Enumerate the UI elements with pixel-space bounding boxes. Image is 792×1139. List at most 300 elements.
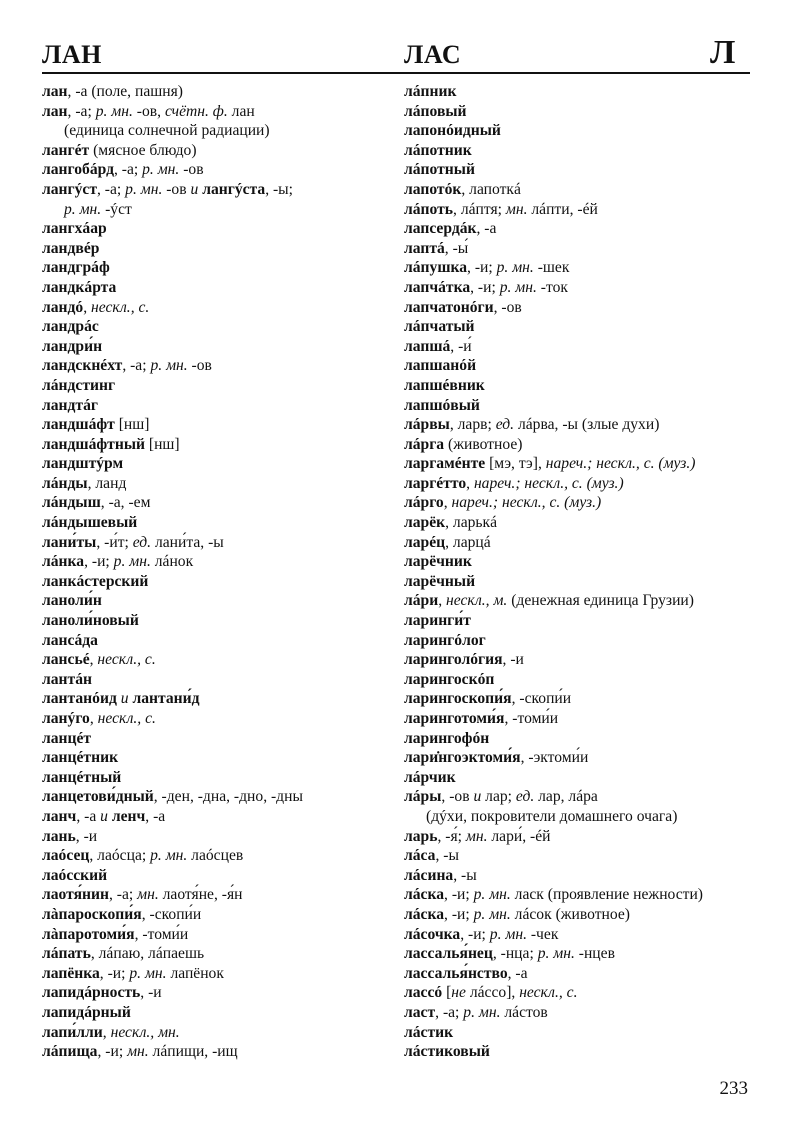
dictionary-entry bbox=[404, 689, 756, 709]
grammar-note: р. мн. bbox=[489, 925, 527, 943]
entry-text: [нш] bbox=[144, 435, 180, 453]
dictionary-entry bbox=[42, 611, 386, 631]
entry-text: , -ов bbox=[441, 788, 474, 806]
headword: лáпотник bbox=[404, 141, 472, 159]
headword: ласт bbox=[404, 1003, 436, 1021]
headword: ланцéтный bbox=[42, 768, 122, 786]
headword: ларингоскóп bbox=[404, 670, 495, 688]
dictionary-entry bbox=[404, 82, 756, 102]
dictionary-entry bbox=[42, 82, 386, 102]
dictionary-entry bbox=[42, 964, 386, 984]
dictionary-entry bbox=[42, 905, 386, 925]
dictionary-entry bbox=[42, 572, 386, 592]
headword: ландгрáф bbox=[42, 259, 110, 277]
dictionary-entry bbox=[404, 866, 756, 886]
headword: лаотя́нин bbox=[42, 886, 109, 904]
entry-text: лáстов bbox=[500, 1003, 548, 1021]
entry-text: лáпищи, -ищ bbox=[148, 1043, 238, 1061]
headword: лáпоть bbox=[404, 200, 454, 218]
grammar-note: и bbox=[473, 788, 482, 806]
entry-text: , -и; bbox=[470, 278, 500, 296]
dictionary-entry bbox=[404, 709, 756, 729]
dictionary-entry bbox=[42, 278, 386, 298]
entry-text: , bbox=[83, 298, 92, 316]
entry-text: , -ы́ bbox=[444, 239, 469, 257]
dictionary-entry bbox=[42, 121, 386, 141]
headword: ларинголóгия bbox=[404, 651, 503, 669]
grammar-note: счётн. ф. bbox=[164, 102, 228, 120]
entry-text: лáрва, -ы (злые духи) bbox=[514, 416, 660, 434]
headword: лапсердáк bbox=[404, 220, 477, 238]
entry-text: , -и́ bbox=[450, 337, 472, 355]
dictionary-entry bbox=[42, 631, 386, 651]
grammar-note: и bbox=[100, 807, 108, 825]
grammar-note: р. мн. bbox=[499, 278, 537, 296]
dictionary-entry bbox=[42, 925, 386, 945]
dictionary-entry bbox=[404, 631, 756, 651]
dictionary-entry bbox=[42, 141, 386, 161]
dictionary-entry bbox=[404, 748, 756, 768]
dictionary-entry bbox=[404, 493, 756, 513]
entry-text: , -а; bbox=[113, 161, 143, 179]
entry-text: -шек bbox=[533, 259, 570, 277]
dictionary-entry bbox=[404, 415, 756, 435]
dictionary-entry bbox=[404, 180, 756, 200]
grammar-note: р. мн. bbox=[95, 102, 133, 120]
entry-text: , -а bbox=[476, 220, 497, 238]
headword: ландкáрта bbox=[42, 278, 117, 296]
headword: лапшóвый bbox=[404, 396, 480, 414]
entry-text: , -и bbox=[502, 651, 524, 669]
dictionary-entry bbox=[404, 160, 756, 180]
dictionary-entry bbox=[404, 944, 756, 964]
dictionary-entry bbox=[404, 552, 756, 572]
dictionary-entry bbox=[404, 807, 756, 827]
grammar-note: мн. bbox=[127, 1043, 149, 1061]
dictionary-entry bbox=[42, 552, 386, 572]
dictionary-entry bbox=[42, 415, 386, 435]
entry-text: лапёнок bbox=[166, 964, 224, 982]
entry-text: , -томи́и bbox=[504, 710, 559, 727]
headword: лáпник bbox=[404, 83, 457, 100]
headword: ланцетови́дный bbox=[42, 788, 154, 806]
section-letter: Л bbox=[710, 34, 736, 71]
dictionary-entry bbox=[404, 846, 756, 866]
headword: лань bbox=[42, 827, 76, 845]
dictionary-entry bbox=[42, 102, 386, 122]
entry-text: , -и bbox=[75, 827, 98, 845]
dictionary-entry bbox=[404, 200, 756, 220]
entry-text: , -а; bbox=[435, 1003, 464, 1021]
grammar-note: р. мн. bbox=[463, 1003, 501, 1021]
entry-text: лар, лáра bbox=[534, 788, 598, 806]
entry-text: [мэ, тэ], bbox=[485, 455, 546, 473]
entry-text: , -скопи́и bbox=[141, 905, 202, 923]
headword: лáнка bbox=[42, 553, 85, 571]
entry-text: , -скопи́и bbox=[511, 690, 572, 708]
grammar-note: нареч.; нескл., с. (муз.) bbox=[451, 494, 602, 512]
entry-text: лáнок bbox=[150, 553, 194, 571]
dictionary-entry bbox=[42, 748, 386, 768]
dictionary-entry bbox=[42, 1042, 386, 1062]
entry-text: -ýст bbox=[101, 200, 132, 218]
dictionary-entry bbox=[404, 219, 756, 239]
headword: лáри bbox=[404, 592, 439, 610]
entry-text: -чек bbox=[526, 925, 559, 943]
headword: лаптá bbox=[404, 239, 445, 257]
headword: ларинги́т bbox=[404, 612, 471, 630]
dictionary-entry bbox=[42, 983, 386, 1003]
dictionary-entry bbox=[404, 454, 756, 474]
headword: лáндышевый bbox=[42, 514, 138, 532]
entry-text: лан bbox=[227, 102, 255, 120]
headword: лáнды bbox=[42, 474, 88, 492]
dictionary-entry bbox=[42, 258, 386, 278]
entry-text: , -а bbox=[507, 964, 528, 982]
entry-text: , bbox=[102, 1023, 111, 1041]
headword: лан bbox=[42, 102, 68, 120]
headword: ларингóлог bbox=[404, 631, 486, 649]
entry-text: , -нца; bbox=[492, 945, 538, 963]
grammar-note: и bbox=[120, 690, 129, 708]
headword: лангобáрд bbox=[42, 161, 114, 179]
headword: лáповый bbox=[404, 102, 467, 120]
grammar-note: нескл., с. bbox=[97, 651, 156, 669]
grammar-note: р. мн. bbox=[113, 553, 151, 571]
headword: лапёнка bbox=[42, 964, 100, 982]
entry-text: , лаóсца; bbox=[89, 847, 151, 865]
dictionary-entry bbox=[42, 435, 386, 455]
dictionary-entry bbox=[404, 317, 756, 337]
dictionary-entry bbox=[404, 278, 756, 298]
entry-text: лаóсцев bbox=[187, 847, 244, 865]
entry-text: -ов bbox=[187, 357, 212, 375]
dictionary-entry bbox=[404, 885, 756, 905]
headword: лàпаротоми́я bbox=[42, 925, 135, 943]
entry-text: , -а (поле, пашня) bbox=[67, 83, 183, 100]
dictionary-entry bbox=[42, 866, 386, 886]
headword: лáска bbox=[404, 886, 445, 904]
entry-text: лаотя́не, -я́н bbox=[158, 886, 243, 904]
grammar-note: р. мн. bbox=[496, 259, 534, 277]
entry-text: , -а bbox=[145, 807, 166, 825]
dictionary-entry bbox=[42, 885, 386, 905]
running-head-center: ЛАС bbox=[404, 40, 462, 69]
entry-text: , ларцá bbox=[445, 533, 491, 551]
left-column bbox=[42, 82, 386, 1062]
right-column bbox=[404, 82, 756, 1062]
dictionary-entry bbox=[404, 983, 756, 1003]
headword: лáндыш bbox=[42, 494, 101, 512]
headword: лáпать bbox=[42, 945, 91, 963]
entry-text: , -ы bbox=[435, 847, 459, 865]
headword: лáпотный bbox=[404, 161, 475, 179]
entry-text: [нш] bbox=[114, 416, 150, 434]
entry-text: , -и; bbox=[84, 553, 114, 571]
headword: ларь bbox=[404, 827, 438, 845]
headword: лáрчик bbox=[404, 768, 456, 786]
headword: ланцéтник bbox=[42, 749, 119, 767]
entry-text: -ов bbox=[179, 161, 204, 179]
grammar-note: не bbox=[451, 984, 466, 1002]
dictionary-entry bbox=[42, 689, 386, 709]
grammar-note: мн. bbox=[465, 827, 488, 845]
dictionary-entry bbox=[404, 141, 756, 161]
headword: лáрвы bbox=[404, 416, 450, 434]
grammar-note: р. мн. bbox=[537, 945, 575, 963]
dictionary-entry bbox=[42, 298, 386, 318]
entry-text: , -и; bbox=[460, 925, 490, 943]
entry-text: , -и; bbox=[444, 886, 474, 904]
grammar-note: мн. bbox=[505, 200, 528, 218]
grammar-note: р. мн. bbox=[129, 964, 167, 982]
headword: лангýст bbox=[42, 180, 97, 198]
headword: лáрго bbox=[404, 494, 444, 512]
headword: ленч bbox=[111, 807, 146, 825]
headword: ландó bbox=[42, 298, 84, 316]
entry-text: , -а; bbox=[97, 180, 126, 198]
headword: лáстик bbox=[404, 1023, 454, 1041]
dictionary-entry bbox=[42, 454, 386, 474]
headword: лáсина bbox=[404, 866, 454, 884]
grammar-note: нареч.; нескл., с. (муз.) bbox=[473, 474, 624, 492]
headword: ларгамéнте bbox=[404, 455, 486, 473]
grammar-note: ед. bbox=[132, 533, 152, 551]
headword: лапи́лли bbox=[42, 1023, 103, 1041]
dictionary-entry bbox=[42, 356, 386, 376]
entry-text: ласк (проявление нежности) bbox=[510, 886, 704, 904]
entry-text: (дýхи, покровители домашнего очага) bbox=[426, 807, 678, 825]
headword: лансьé bbox=[42, 651, 90, 669]
dictionary-entry bbox=[42, 376, 386, 396]
dictionary-entry bbox=[42, 787, 386, 807]
headword: ларёчник bbox=[404, 553, 472, 571]
entry-text: , -эктоми́и bbox=[520, 749, 589, 767]
headword: ланýго bbox=[42, 710, 90, 727]
dictionary-entry bbox=[404, 121, 756, 141]
headword: лантанóид bbox=[42, 690, 117, 708]
dictionary-entry bbox=[404, 925, 756, 945]
headword: ландтáг bbox=[42, 396, 98, 414]
grammar-note: р. мн. bbox=[150, 847, 188, 865]
headword: лапидáрный bbox=[42, 1003, 131, 1021]
headword: лàпароскопи́я bbox=[42, 905, 142, 923]
dictionary-entry bbox=[404, 435, 756, 455]
dictionary-entry bbox=[42, 1003, 386, 1023]
entry-text: , ларв; bbox=[449, 416, 496, 434]
headword: лангýста bbox=[202, 180, 266, 198]
dictionary-entry bbox=[404, 787, 756, 807]
dictionary-entry bbox=[42, 180, 386, 200]
headword: ланцéт bbox=[42, 729, 92, 747]
headword: ландвéр bbox=[42, 239, 100, 257]
headword: лапшá bbox=[404, 337, 451, 355]
grammar-note: ед. bbox=[515, 788, 535, 806]
dictionary-entry bbox=[404, 239, 756, 259]
dictionary-entry bbox=[42, 827, 386, 847]
entry-text: , -а; bbox=[122, 357, 151, 375]
headword: ландри́н bbox=[42, 337, 103, 355]
headword: лари̇нгоэктоми́я bbox=[404, 749, 521, 767]
entry-text: [ bbox=[442, 984, 452, 1002]
headword: лаóсец bbox=[42, 847, 90, 865]
dictionary-entry bbox=[42, 846, 386, 866]
grammar-note: нескл., м. bbox=[446, 592, 508, 610]
grammar-note: нескл., с. bbox=[91, 298, 150, 316]
dictionary-entry bbox=[404, 611, 756, 631]
headword: лангхáар bbox=[42, 220, 107, 238]
entry-text: , -а bbox=[76, 807, 101, 825]
headword: ларинготоми́я bbox=[404, 710, 505, 727]
headword: лассó bbox=[404, 984, 443, 1002]
dictionary-entry bbox=[42, 670, 386, 690]
entry-text: , -а; bbox=[108, 886, 138, 904]
entry-text: (животное) bbox=[444, 435, 523, 453]
grammar-note: мн. bbox=[137, 886, 159, 904]
entry-text: , bbox=[89, 710, 98, 727]
dictionary-entry bbox=[404, 729, 756, 749]
header-rule bbox=[42, 72, 750, 74]
dictionary-entry bbox=[404, 396, 756, 416]
entry-text: , -и bbox=[140, 984, 162, 1002]
grammar-note: ед. bbox=[495, 416, 515, 434]
grammar-note: р. мн. bbox=[142, 161, 180, 179]
entry-text: , лапоткá bbox=[461, 180, 521, 198]
headword: лáпчатый bbox=[404, 318, 475, 336]
grammar-note: р. мн. bbox=[64, 200, 102, 218]
headword: лангéт bbox=[42, 141, 90, 159]
entry-text: (единица солнечной радиации) bbox=[64, 122, 270, 140]
entry-text: , -я́; bbox=[437, 827, 466, 845]
grammar-note: р. мн. bbox=[125, 180, 163, 198]
dictionary-entry bbox=[404, 474, 756, 494]
headword: лантани́д bbox=[132, 690, 200, 708]
grammar-note: нескл., мн. bbox=[110, 1023, 180, 1041]
headword: лáры bbox=[404, 788, 442, 806]
dictionary-entry bbox=[404, 337, 756, 357]
entry-text: , -и; bbox=[97, 1043, 128, 1061]
headword: лапчáтка bbox=[404, 278, 471, 296]
dictionary-entry bbox=[404, 670, 756, 690]
headword: ландшáфт bbox=[42, 416, 115, 434]
dictionary-entry bbox=[404, 356, 756, 376]
headword: лапшéвник bbox=[404, 376, 485, 394]
running-head-left: ЛАН bbox=[42, 40, 102, 69]
dictionary-entry bbox=[404, 102, 756, 122]
headword: лантáн bbox=[42, 670, 92, 688]
dictionary-entry bbox=[404, 827, 756, 847]
entry-text: лáсок (животное) bbox=[510, 905, 630, 923]
dictionary-entry bbox=[404, 258, 756, 278]
entry-text: , -ден, -дна, -дно, -дны bbox=[153, 788, 303, 806]
headword: ланоли́новый bbox=[42, 612, 139, 630]
dictionary-entry bbox=[42, 1023, 386, 1043]
entry-text: , -ы bbox=[453, 866, 477, 884]
headword: лáндстинг bbox=[42, 376, 116, 394]
headword: ларёк bbox=[404, 514, 446, 532]
dictionary-entry bbox=[42, 219, 386, 239]
headword: лапидáрность bbox=[42, 984, 141, 1002]
dictionary-entry bbox=[404, 533, 756, 553]
headword: ланоли́н bbox=[42, 592, 102, 610]
dictionary-entry bbox=[404, 376, 756, 396]
dictionary-entry bbox=[42, 493, 386, 513]
dictionary-entry bbox=[404, 768, 756, 788]
dictionary-entry bbox=[404, 964, 756, 984]
dictionary-entry bbox=[404, 591, 756, 611]
dictionary-entry bbox=[42, 396, 386, 416]
entry-text: , bbox=[89, 651, 98, 669]
headword: ланч bbox=[42, 807, 77, 825]
grammar-note: р. мн. bbox=[150, 357, 188, 375]
headword: лáса bbox=[404, 847, 436, 865]
entry-text: , -и; bbox=[467, 259, 497, 277]
page-number: 233 bbox=[719, 1078, 748, 1099]
dictionary-entry bbox=[42, 337, 386, 357]
headword: лаóсский bbox=[42, 866, 108, 884]
headword: ларёчный bbox=[404, 572, 476, 590]
dictionary-entry bbox=[404, 513, 756, 533]
headword: лапчатонóги bbox=[404, 298, 494, 316]
entry-text: , -а, -ем bbox=[100, 494, 151, 512]
headword: ларгéтто bbox=[404, 474, 467, 492]
dictionary-entry bbox=[42, 160, 386, 180]
dictionary-entry bbox=[404, 572, 756, 592]
grammar-note: и bbox=[190, 180, 199, 198]
entry-text: , -и́т; bbox=[96, 533, 133, 551]
headword: ларéц bbox=[404, 533, 446, 551]
headword: лапотóк bbox=[404, 180, 462, 198]
headword: лассалья́нство bbox=[404, 964, 508, 982]
headword: лансáда bbox=[42, 631, 98, 649]
entry-text: лáпти, -éй bbox=[527, 200, 598, 218]
headword: лапонóидный bbox=[404, 122, 501, 140]
headword: лапшанóй bbox=[404, 357, 477, 375]
entry-text: , лáпаю, лáпаешь bbox=[90, 945, 205, 963]
dictionary-entry bbox=[42, 200, 386, 220]
grammar-note: нескл., с. bbox=[97, 710, 156, 727]
dictionary-entry bbox=[404, 298, 756, 318]
entry-text: , -а; bbox=[67, 102, 96, 120]
entry-text: -ов, bbox=[132, 102, 165, 120]
dictionary-entry bbox=[42, 513, 386, 533]
dictionary-entry bbox=[42, 729, 386, 749]
grammar-note: нескл., с. bbox=[519, 984, 578, 1002]
dictionary-entry bbox=[42, 474, 386, 494]
dictionary-entry bbox=[42, 709, 386, 729]
dictionary-entry bbox=[42, 239, 386, 259]
headword: лассалья́нец bbox=[404, 945, 493, 963]
headword: лан bbox=[42, 83, 68, 100]
dictionary-entry bbox=[42, 591, 386, 611]
entry-text: лар; bbox=[481, 788, 516, 806]
entry-text: , -томи́и bbox=[134, 925, 189, 943]
entry-text: -ов bbox=[162, 180, 191, 198]
dictionary-entry bbox=[42, 317, 386, 337]
entry-text: , -ов bbox=[493, 298, 522, 316]
dictionary-entry bbox=[42, 807, 386, 827]
entry-text: лани́та, -ы bbox=[151, 533, 224, 551]
entry-text: лáссо], bbox=[465, 984, 520, 1002]
entry-text: лари́, -éй bbox=[487, 827, 551, 845]
headword: ларингофóн bbox=[404, 729, 490, 747]
entry-text: , -ы; bbox=[265, 180, 293, 198]
headword: лáсочка bbox=[404, 925, 461, 943]
dictionary-entry bbox=[404, 650, 756, 670]
entry-text: -нцев bbox=[574, 945, 615, 963]
headword: лáстиковый bbox=[404, 1043, 490, 1061]
entry-text: , ланд bbox=[87, 474, 127, 492]
